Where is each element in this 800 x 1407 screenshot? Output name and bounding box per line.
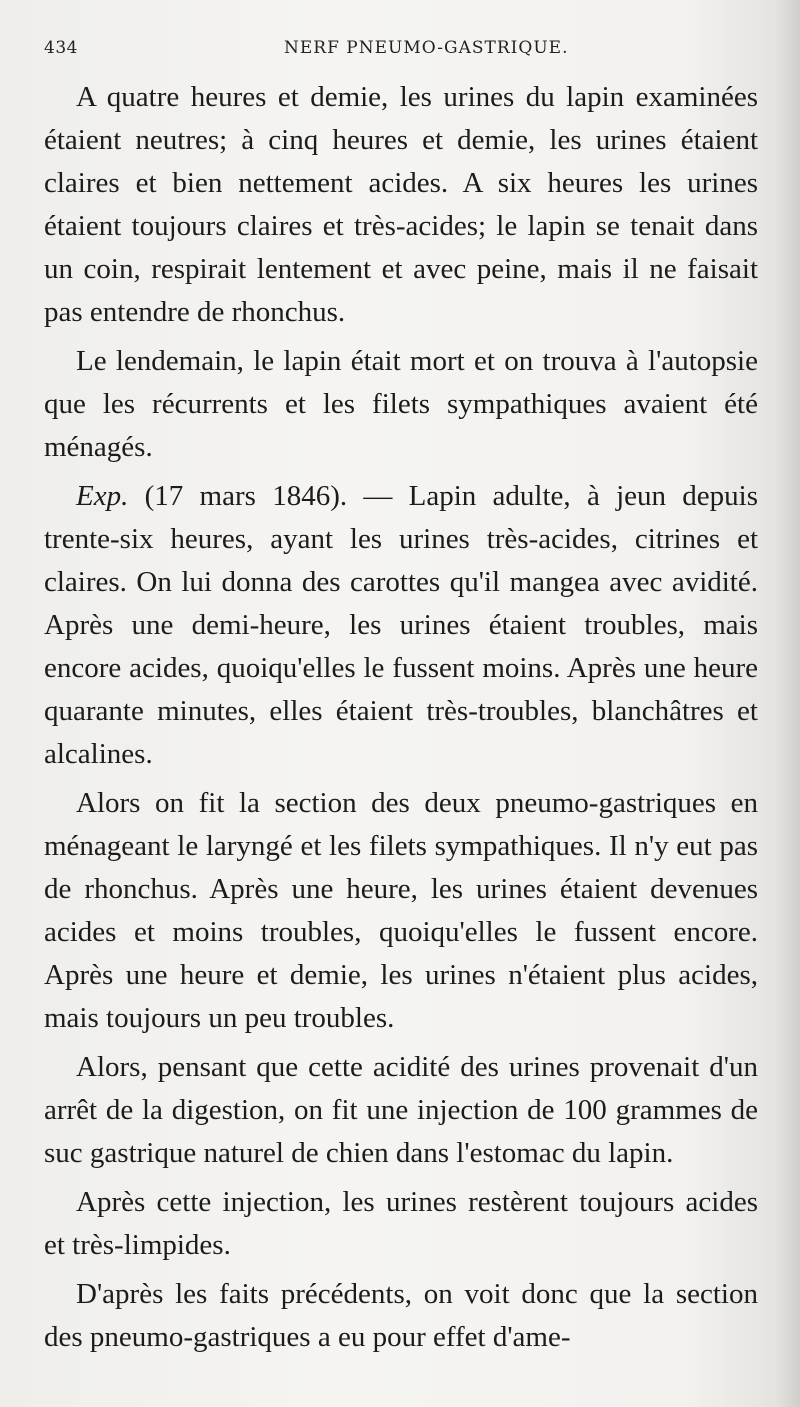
paragraph-7-text: D'après les faits précédents, on voit donc que la section des pneumo-gastriques a eu pour effet d'ame- xyxy=(44,1278,758,1353)
paragraph-1-text: A quatre heures et demie, les urines du lapin examinées étaient neutres; à cinq heures et demie, les urines étaient claires et bien nettement acides. A six heures les urines étaient toujours claires et très-acides; le lapin se tenait dans un coin, respirait lentement et avec peine, mais il ne faisait pas entendre de rhonchus. xyxy=(44,81,758,328)
paragraph-1 xyxy=(44,76,758,334)
page-header xyxy=(44,38,764,68)
page-number: 434 xyxy=(44,38,78,58)
paragraph-3-text: (17 mars 1846). — Lapin adulte, à jeun depuis trente-six heures, ayant les urines très-acides, citrines et claires. On lui donna des carottes qu'il mangea avec avidité. Après une demi-heure, les urines étaient troubles, mais encore acides, quoiqu'elles le fussent moins. Après une heure quarante minutes, elles étaient très-troubles, blanchâtres et alcalines. xyxy=(44,480,758,770)
body-text xyxy=(44,76,758,1359)
paragraph-5 xyxy=(44,1046,758,1175)
running-title: NERF PNEUMO-GASTRIQUE. xyxy=(284,38,569,58)
paragraph-3 xyxy=(44,475,758,776)
paragraph-5-text: Alors, pensant que cette acidité des urines provenait d'un arrêt de la digestion, on fit une injection de 100 grammes de suc gastrique naturel de chien dans l'estomac du lapin. xyxy=(44,1051,758,1169)
paragraph-6-text: Après cette injection, les urines restèrent toujours acides et très-limpides. xyxy=(44,1186,758,1261)
paragraph-6 xyxy=(44,1181,758,1267)
paragraph-7 xyxy=(44,1273,758,1359)
paragraph-2-text: Le lendemain, le lapin était mort et on trouva à l'autopsie que les récurrents et les filets sympathiques avaient été ménagés. xyxy=(44,345,758,463)
paragraph-4 xyxy=(44,782,758,1040)
paragraph-2 xyxy=(44,340,758,469)
experiment-label: Exp. xyxy=(76,480,129,512)
paragraph-4-text: Alors on fit la section des deux pneumo-gastriques en ménageant le laryngé et les filets sympathiques. Il n'y eut pas de rhonchus. Après une heure, les urines étaient devenues acides et moins troubles, quoiqu'elles le fussent encore. Après une heure et demie, les urines n'étaient plus acides, mais toujours un peu troubles. xyxy=(44,787,758,1034)
